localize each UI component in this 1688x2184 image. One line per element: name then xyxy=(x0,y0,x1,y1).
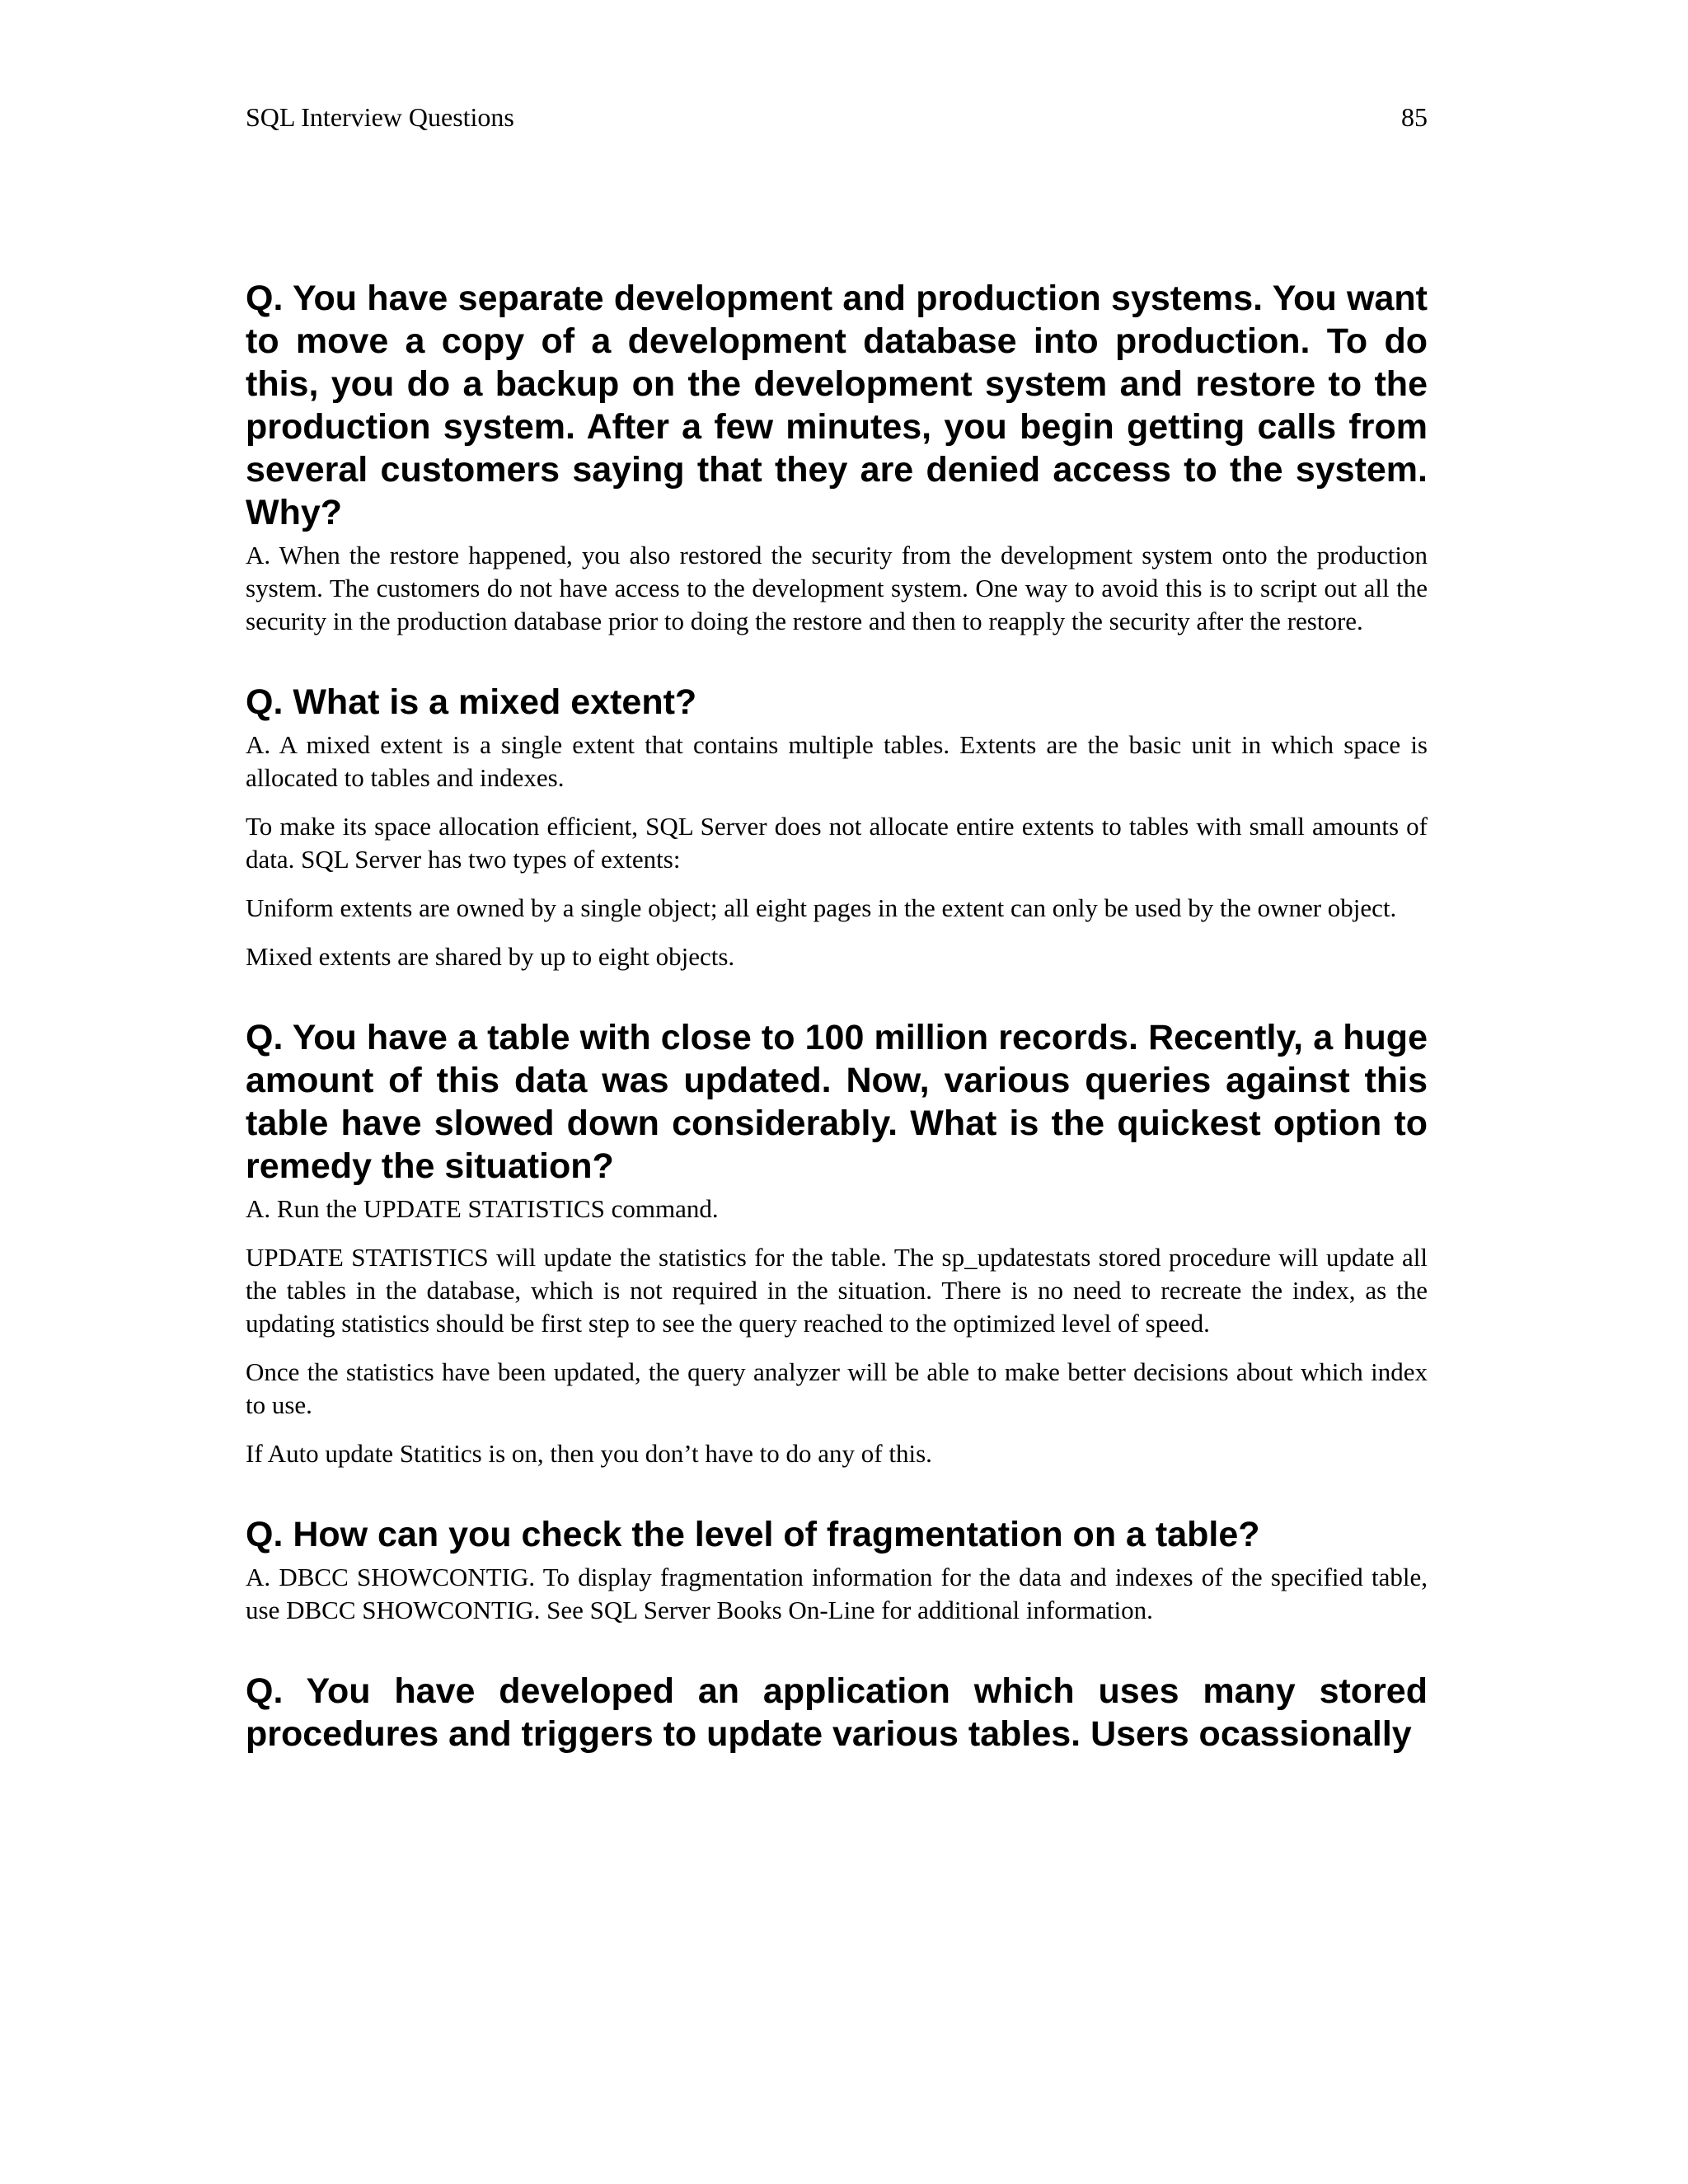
question-heading: Q. You have a table with close to 100 million records. Recently, a huge amount of this data was updated. Now, various queries against this table have slowed down considerably. What is the quickest option to remedy the situation? xyxy=(246,1018,1428,1186)
answer-paragraph: UPDATE STATISTICS will update the statistics for the table. The sp_updatestats stored procedure will update all the tables in the database, which is not required in the situation. There is no need to recreate the index, as the updating statistics should be first step to see the query reached to the optimized level of speed. xyxy=(246,1243,1428,1338)
qa-block-mixed-extent xyxy=(246,681,1428,973)
qa-block-restore-security xyxy=(246,277,1428,638)
answer-paragraph: A. When the restore happened, you also restored the security from the development system onto the production system. The customers do not have access to the development system. One way to avoid this is to script out all the security in the production database prior to doing the restore and then to reapply the security after the restore. xyxy=(246,541,1428,635)
answer-paragraph: Uniform extents are owned by a single object; all eight pages in the extent can only be used by the owner object. xyxy=(246,893,1397,922)
question-heading: Q. What is a mixed extent? xyxy=(246,682,697,722)
running-header xyxy=(246,97,1428,137)
answer-paragraph: Mixed extents are shared by up to eight objects. xyxy=(246,942,735,971)
header-title: SQL Interview Questions xyxy=(246,102,514,132)
qa-block-stored-procedures xyxy=(246,1670,1428,1755)
question-heading: Q. You have separate development and production systems. You want to move a copy of a development database into production. To do this, you do a backup on the development system and restore to the production system. After a few minutes, you begin getting calls from several customers saying that they are denied access to the system. Why? xyxy=(246,279,1428,532)
question-heading: Q. How can you check the level of fragmentation on a table? xyxy=(246,1515,1260,1554)
answer-paragraph: A. DBCC SHOWCONTIG. To display fragmentation information for the data and indexes of the specified table, use DBCC SHOWCONTIG. See SQL Server Books On-Line for additional information. xyxy=(246,1563,1428,1624)
answer-paragraph: If Auto update Statitics is on, then you don’t have to do any of this. xyxy=(246,1439,932,1468)
qa-block-fragmentation xyxy=(246,1513,1428,1627)
page-number: 85 xyxy=(1401,102,1428,132)
question-heading: Q. You have developed an application which uses many stored procedures and triggers to update various tables. Users ocassionally xyxy=(246,1671,1428,1754)
answer-paragraph: Once the statistics have been updated, the query analyzer will be able to make better decisions about which index to use. xyxy=(246,1357,1428,1419)
page-content xyxy=(246,277,1428,1760)
answer-paragraph: A. A mixed extent is a single extent that contains multiple tables. Extents are the basic unit in which space is allocated to tables and indexes. xyxy=(246,730,1428,792)
answer-paragraph: To make its space allocation efficient, SQL Server does not allocate entire extents to tables with small amounts of data. SQL Server has two types of extents: xyxy=(246,812,1428,874)
qa-block-update-statistics xyxy=(246,1016,1428,1470)
answer-paragraph: A. Run the UPDATE STATISTICS command. xyxy=(246,1194,719,1223)
